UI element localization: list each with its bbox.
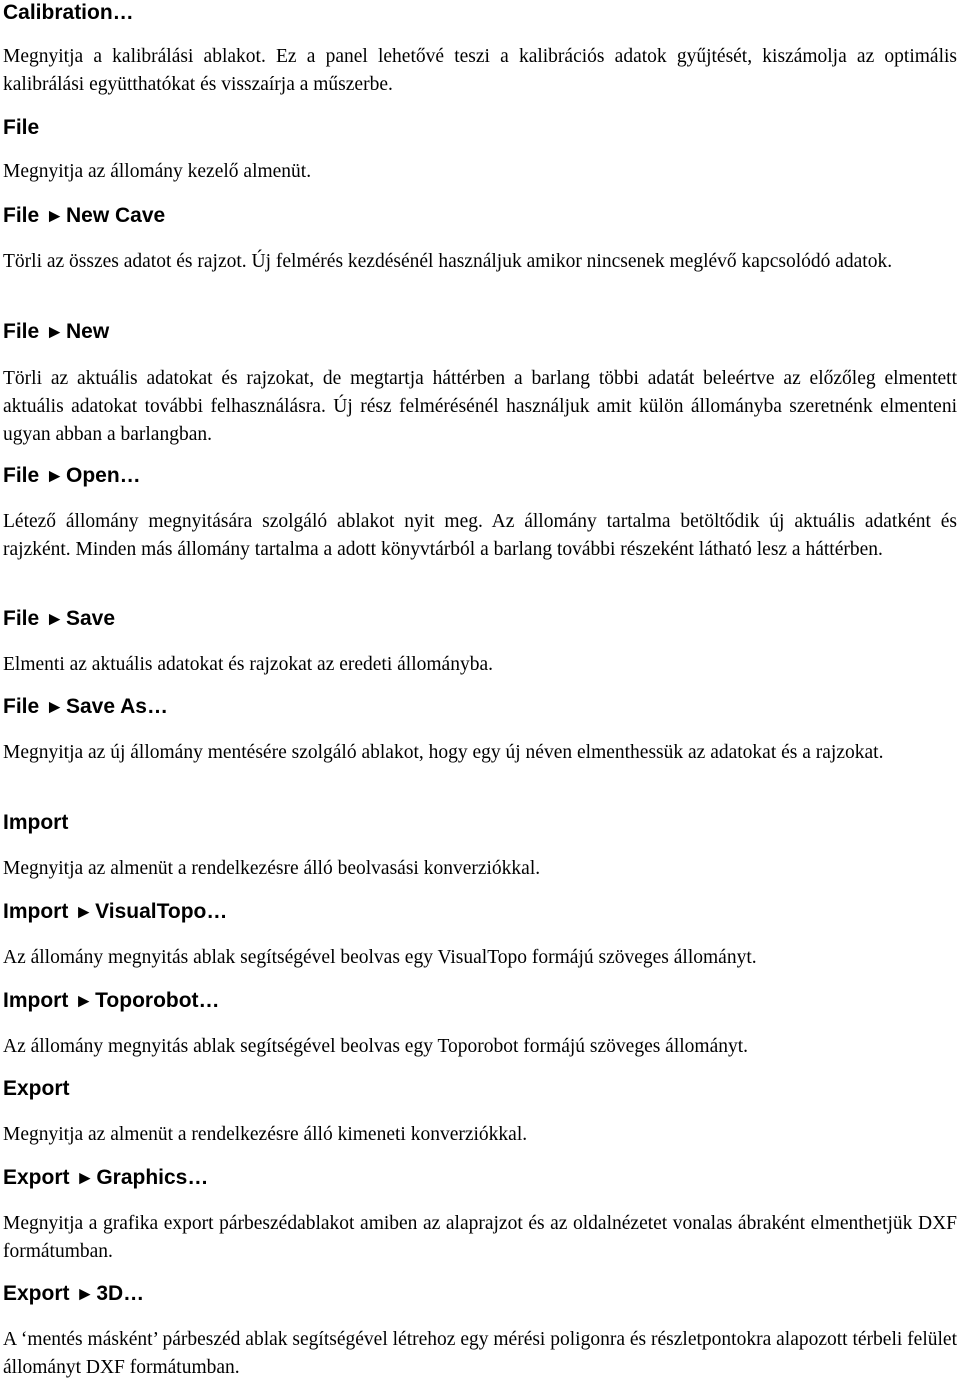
section-file-new-cave (3, 203, 957, 276)
menu-arrow-icon: ► (45, 466, 64, 487)
menu-arrow-icon: ► (45, 697, 64, 718)
section-text: Megnyitja az almenüt a rendelkezésre álló beolvasási konverziókkal. (3, 858, 541, 879)
heading-main: File (3, 204, 40, 227)
section-text: Megnyitja a grafika export párbeszédablakot amiben az alaprajzot és az oldalnézetet vonalas ábraként elmenthetjük DXF formátumban. (3, 1213, 957, 1262)
menu-arrow-icon: ► (45, 609, 64, 630)
section-text: Az állomány megnyitás ablak segítségével beolvas egy VisualTopo formájú szöveges állományt. (3, 947, 757, 968)
heading-main: Import (3, 900, 69, 923)
heading-main: Export (3, 1077, 70, 1100)
section-text: Megnyitja az állomány kezelő almenüt. (3, 161, 312, 182)
heading-main: Import (3, 811, 69, 834)
menu-arrow-icon: ► (75, 1168, 95, 1189)
menu-arrow-icon: ► (45, 206, 64, 227)
heading-main: Calibration… (3, 1, 134, 24)
section-file-open (3, 463, 957, 564)
section-heading (3, 694, 957, 720)
heading-main: Import (3, 989, 69, 1012)
heading-sub: 3D… (96, 1282, 145, 1305)
section-text: Az állomány megnyitás ablak segítségével beolvas egy Toporobot formájú szöveges állományt. (3, 1036, 749, 1057)
section-text: Megnyitja a kalibrálási ablakot. Ez a panel lehetővé teszi a kalibrációs adatok gyűjtését, kiszámolja az optimális kalibrálási együtthatókat és visszaírja a műszerbe. (3, 46, 957, 95)
section-text: Megnyitja az új állomány mentésére szolgáló ablakot, hogy egy új néven elmenthessük az adatokat és a rajzokat. (3, 742, 884, 763)
section-calibration (3, 0, 957, 99)
section-heading (3, 203, 957, 229)
section-import-visualtopo (3, 899, 957, 972)
heading-sub: Graphics… (96, 1166, 209, 1189)
menu-arrow-icon: ► (75, 1284, 95, 1305)
section-heading (3, 115, 957, 141)
section-text: A ‘mentés másként’ párbeszéd ablak segítségével létrehoz egy mérési poligonra és részletpontokra alapozott térbeli felület állományt DXF formátumban. (3, 1329, 957, 1378)
section-heading (3, 606, 957, 632)
section-file (3, 115, 957, 186)
heading-sub: Save (66, 607, 116, 630)
section-import-toporobot (3, 988, 957, 1061)
section-text: Megnyitja az almenüt a rendelkezésre álló kimeneti konverziókkal. (3, 1124, 528, 1145)
section-heading (3, 1165, 957, 1191)
section-text: Létező állomány megnyitására szolgáló ablakot nyit meg. Az állomány tartalma betöltődik új aktuális adatként és rajzként. Minden más állomány tartalma a adott könyvtárból a barlang további részeként látható lesz a háttérben. (3, 511, 957, 560)
heading-main: File (3, 464, 40, 487)
section-text: Törli az összes adatot és rajzot. Új felmérés kezdésénél használjuk amikor nincsenek meglévő kapcsolódó adatok. (3, 251, 893, 272)
menu-arrow-icon: ► (45, 322, 64, 343)
section-export-graphics (3, 1165, 957, 1266)
section-text: Elmenti az aktuális adatokat és rajzokat az eredeti állományba. (3, 654, 493, 675)
section-heading (3, 899, 957, 925)
section-heading (3, 0, 957, 26)
heading-sub: Save As… (66, 695, 168, 718)
heading-main: File (3, 607, 40, 630)
heading-sub: New (66, 320, 110, 343)
heading-sub: Open… (66, 464, 141, 487)
section-export-3d (3, 1281, 957, 1382)
section-file-save (3, 606, 957, 679)
heading-main: File (3, 116, 40, 139)
section-heading (3, 810, 957, 836)
heading-main: Export (3, 1282, 70, 1305)
section-text: Törli az aktuális adatokat és rajzokat, de megtartja háttérben a barlang többi adatát beleértve az előzőleg elmentett aktuális adatokat további felhasználásra. Új rész felmérésénél használjuk amit külön állományba szeretnénk elmenteni ugyan abban a barlangban. (3, 368, 957, 445)
section-file-save-as (3, 694, 957, 767)
section-heading (3, 463, 957, 489)
section-heading (3, 319, 957, 345)
heading-main: Export (3, 1166, 70, 1189)
menu-arrow-icon: ► (74, 902, 94, 923)
section-heading (3, 1076, 957, 1102)
section-file-new (3, 319, 957, 449)
menu-arrow-icon: ► (74, 991, 94, 1012)
heading-sub: New Cave (66, 204, 166, 227)
heading-main: File (3, 320, 40, 343)
section-heading (3, 988, 957, 1014)
heading-sub: VisualTopo… (95, 900, 228, 923)
section-export (3, 1076, 957, 1149)
heading-sub: Toporobot… (95, 989, 220, 1012)
section-import (3, 810, 957, 883)
heading-main: File (3, 695, 40, 718)
section-heading (3, 1281, 957, 1307)
